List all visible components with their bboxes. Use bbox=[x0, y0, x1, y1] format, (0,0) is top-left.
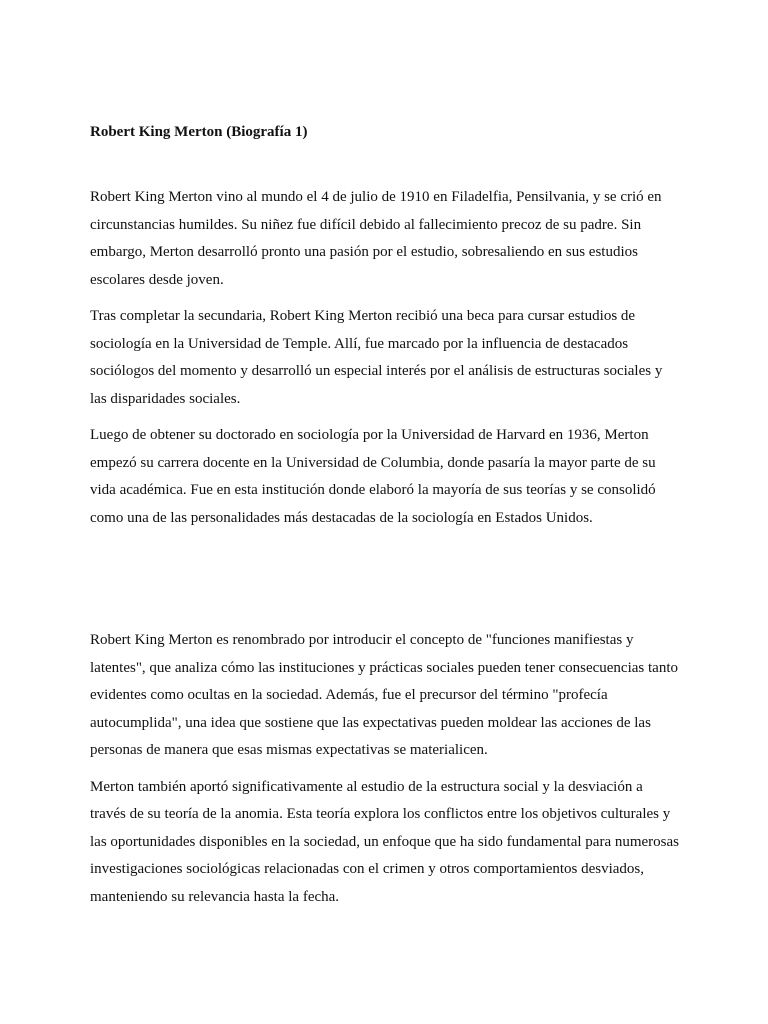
section-1 bbox=[90, 184, 680, 541]
section-2 bbox=[90, 627, 680, 920]
paragraph: Luego de obtener su doctorado en sociología por la Universidad de Harvard en 1936, Merton empezó su carrera docente en la Universidad de Columbia, donde pasaría la mayor parte de su vida académica. Fue en esta institución donde elaboró la mayoría de sus teorías y se consolidó como una de las personalidades más destacadas de la sociología en Estados Unidos. bbox=[90, 427, 656, 526]
paragraph: Tras completar la secundaria, Robert King Merton recibió una beca para cursar estudios de sociología en la Universidad de Temple. Allí, fue marcado por la influencia de destacados sociólogos del momento y desarrolló un especial interés por el análisis de estructuras sociales y las disparidades sociales. bbox=[90, 308, 663, 407]
paragraph: Robert King Merton es renombrado por introducir el concepto de "funciones manifiestas y latentes", que analiza cómo las instituciones y prácticas sociales pueden tener consecuencias tanto evidentes como ocultas en la sociedad. Además, fue el precursor del término "profecía autocumplida", una idea que sostiene que las expectativas pueden moldear las acciones de las personas de manera que esas mismas expectativas se materialicen. bbox=[90, 632, 678, 758]
paragraph: Robert King Merton vino al mundo el 4 de julio de 1910 en Filadelfia, Pensilvania, y se crió en circunstancias humildes. Su niñez fue difícil debido al fallecimiento precoz de su padre. Sin embargo, Merton desarrolló pronto una pasión por el estudio, sobresaliendo en sus estudios escolares desde joven. bbox=[90, 189, 662, 288]
document-title: Robert King Merton (Biografía 1) bbox=[90, 124, 308, 140]
paragraph: Merton también aportó significativamente al estudio de la estructura social y la desviación a través de su teoría de la anomia. Esta teoría explora los conflictos entre los objetivos culturales y las oportunidades disponibles en la sociedad, un enfoque que ha sido fundamental para numerosas investigaciones sociológicas relacionadas con el crimen y otros comportamientos desviados, manteniendo su relevancia hasta la fecha. bbox=[90, 778, 680, 905]
